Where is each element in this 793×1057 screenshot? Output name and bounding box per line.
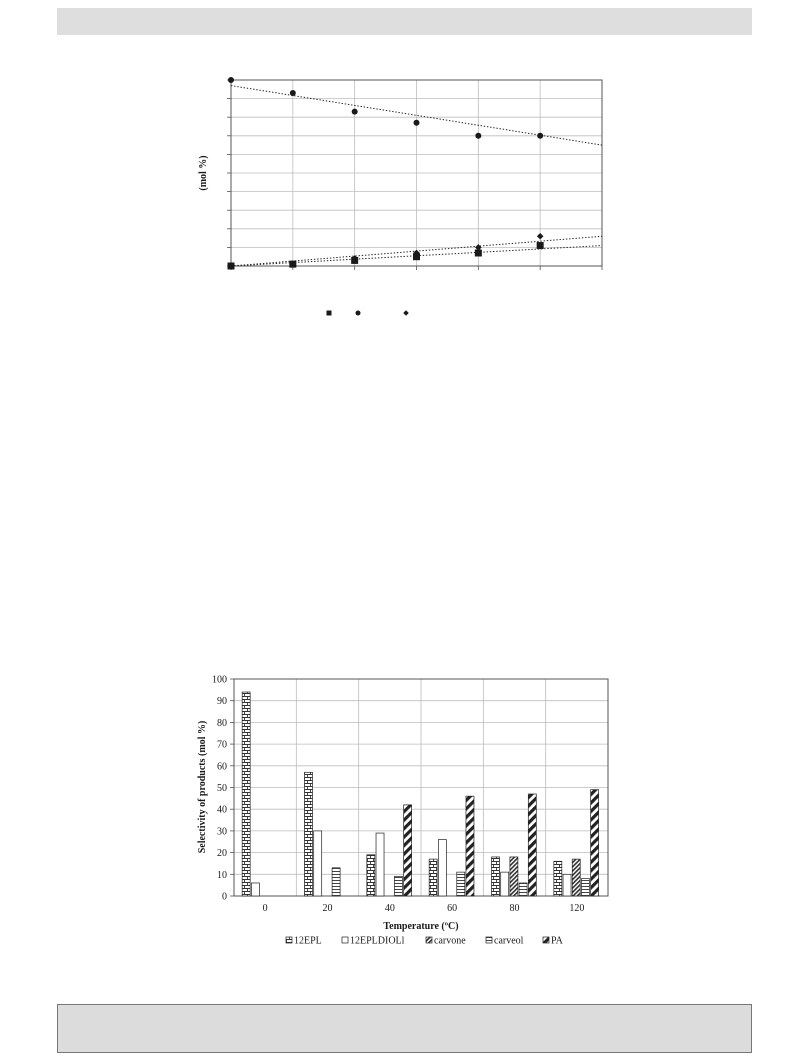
- chart-2-legend-swatch-pa: [543, 937, 549, 943]
- chart-2-bar-12epldioll: [251, 883, 259, 896]
- chart-2-bar-12epl: [367, 855, 375, 896]
- chart-2-bar-12epldioll: [501, 872, 509, 896]
- chart-2-x-tick-labels: [263, 903, 585, 914]
- chart-2-y-axis-label: Selectivity of products (mol %): [197, 720, 208, 854]
- chart-2-y-tick-label: 30: [217, 826, 227, 838]
- chart-2-x-tick-label: 60: [447, 903, 458, 914]
- chart-2-y-tick-label: 70: [217, 739, 227, 751]
- chart-2-bar-pa: [528, 794, 536, 896]
- chart-2-legend-swatch-carveol: [486, 937, 492, 943]
- chart-2-legend-label-pa: PA: [551, 935, 563, 947]
- chart-2-bar-12epldioll: [314, 831, 322, 896]
- page-footer-box: [57, 1004, 752, 1053]
- chart-2-legend-label-carvone: carvone: [434, 935, 466, 947]
- chart-2-bar-carvone: [510, 857, 518, 896]
- chart-2-legend-swatch-carvone: [426, 937, 432, 943]
- chart-2-bar-carveol: [332, 868, 340, 896]
- chart-2-bar-carveol: [394, 876, 402, 896]
- chart-2-y-tick-label: 100: [212, 674, 227, 686]
- chart-2-y-tick-label: 90: [217, 696, 227, 708]
- chart-2-x-tick-label: 120: [569, 903, 585, 914]
- chart-2-bar-12epl: [242, 692, 250, 896]
- chart-2-legend-swatch-12epl: [286, 937, 292, 943]
- chart-2-legend-swatch-12epldioll: [342, 937, 348, 943]
- chart-2-y-tick-label: 0: [222, 891, 227, 903]
- chart-2-legend-label-12epl: 12EPL: [294, 935, 322, 947]
- chart-2-bar-12epldioll: [438, 840, 446, 896]
- chart-2-gridlines: [230, 679, 608, 896]
- chart-2-y-tick-label: 50: [217, 783, 227, 794]
- chart-2-y-tick-label: 40: [217, 804, 227, 816]
- chart-2-x-axis-label: Temperature (ºC): [383, 921, 459, 932]
- chart-2-bar-carvone: [572, 859, 580, 896]
- chart-2-y-tick-labels: [212, 675, 227, 903]
- chart-2-bar-pa: [591, 790, 599, 896]
- chart-2-x-tick-label: 0: [262, 903, 268, 914]
- chart-2-bar-pa: [466, 796, 474, 896]
- chart-2-bar-pa: [404, 805, 412, 896]
- chart-2-bar-12epl: [492, 857, 500, 896]
- chart-2-y-tick-label: 60: [217, 761, 227, 773]
- chart-2-x-tick-label: 80: [509, 903, 520, 914]
- chart-2-bar-12epldioll: [563, 874, 571, 896]
- chart-2-bar-12epl: [429, 859, 437, 896]
- chart-2-y-tick-label: 20: [217, 848, 227, 860]
- chart-2-bar-12epl: [554, 861, 562, 896]
- chart-2-y-tick-label: 10: [217, 869, 227, 881]
- chart-2-bar-12epl: [305, 772, 313, 896]
- chart-2-x-tick-label: 40: [384, 903, 395, 914]
- chart-2-bar-12epldioll: [376, 833, 384, 896]
- chart-2-bar-carveol: [581, 879, 589, 896]
- chart-2-bar-carveol: [457, 872, 465, 896]
- chart-2-x-tick-label: 20: [322, 903, 333, 914]
- chart-1-y-axis-label: (mol %): [198, 155, 209, 191]
- chart-2-legend-label-12epldioll: 12EPLDIOLl: [350, 935, 405, 947]
- chart-2-y-tick-label: 80: [217, 717, 227, 729]
- chart-2-bar-carveol: [519, 883, 527, 896]
- chart-2-legend: [286, 936, 564, 947]
- chart-2-legend-label-carveol: carveol: [494, 935, 524, 947]
